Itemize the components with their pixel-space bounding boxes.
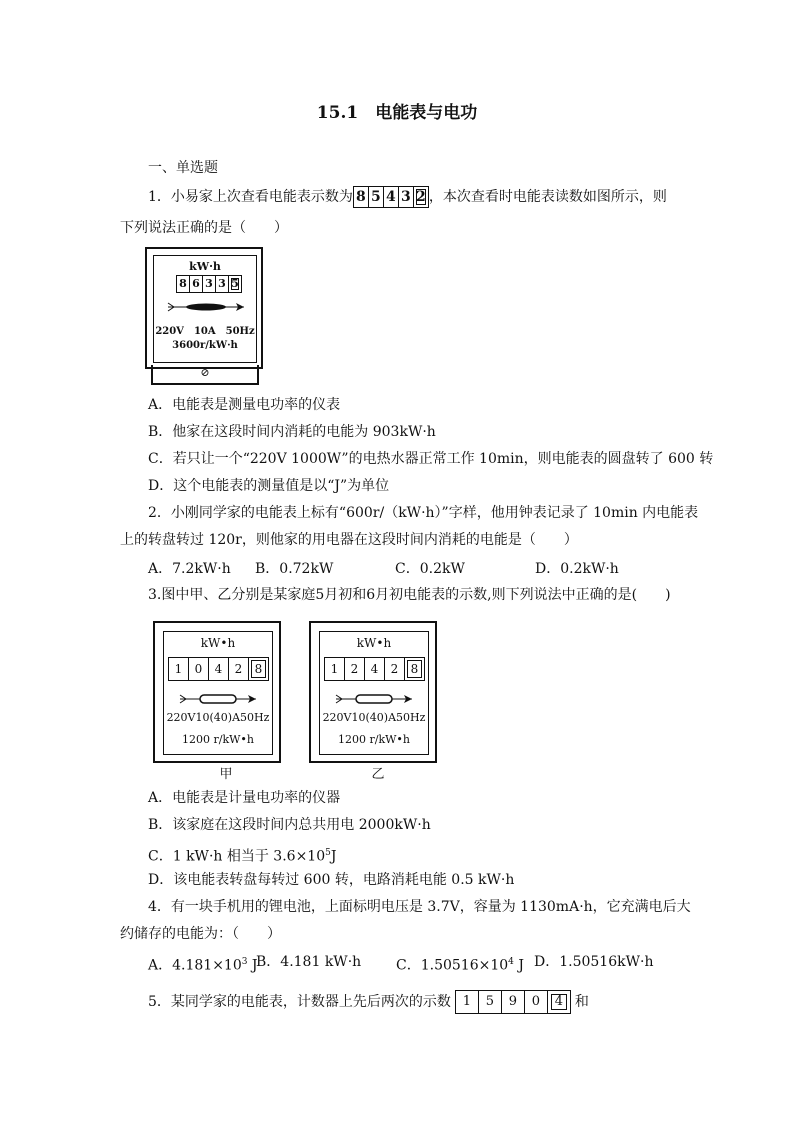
meter-unit: kW•h [200, 636, 236, 650]
question-1-line-2: 下列说法正确的是（ ） [120, 220, 288, 236]
digit: 9 [502, 991, 525, 1013]
digit: 1 [456, 991, 479, 1013]
digit: 8 [354, 187, 369, 207]
digit-decimal: 2 [414, 187, 428, 207]
meter-digit-decimal: 5 [229, 276, 241, 292]
option-c-exponent: 4 [508, 957, 514, 967]
question-1-line-1 [148, 186, 667, 208]
meter-digit: 6 [190, 276, 203, 292]
question-1-text: 1．小易家上次查看电能表示数为 [148, 189, 353, 205]
meter-revolutions: 1200 r/kW•h [338, 733, 410, 746]
question-4-option-a [148, 952, 258, 976]
question-4-option-c [396, 952, 524, 976]
section-heading: 一、单选题 [148, 160, 218, 176]
question-2-line-1: 2．小刚同学家的电能表上标有“600r/（kW·h）”字样，他用钟表记录了 10min 内电能表 [148, 505, 699, 521]
question-4-line-1: 4．有一块手机用的锂电池，上面标明电压是 3.7V，容量为 1130mA·h，它充满电后大 [148, 899, 691, 915]
meter-face [163, 631, 273, 755]
meter-face [319, 631, 429, 755]
screw-icon: ⊘ [200, 366, 210, 379]
question-1-option-b: B．他家在这段时间内消耗的电能为 903kW·h [148, 424, 436, 440]
question-3-option-d: D．该电能表转盘每转过 600 转，电路消耗电能 0.5 kW·h [148, 872, 515, 888]
question-1-digit-display [353, 186, 429, 208]
question-2-option-d: D．0.2kW·h [535, 561, 619, 577]
meter-digit-decimal: 8 [249, 658, 268, 680]
question-5-digit-display [455, 990, 571, 1014]
meter-revolutions: 3600r/kW·h [172, 340, 238, 351]
meter-rating: 220V10(40)A50Hz [322, 711, 426, 724]
question-3-meter-left [153, 621, 281, 763]
question-1-option-d: D．这个电能表的测量值是以“J”为单位 [148, 478, 390, 494]
meter-rating: 220V 10A 50Hz [155, 326, 255, 337]
question-2-option-c: C．0.2kW [395, 561, 465, 577]
question-5-text-cont: 和 [574, 994, 589, 1010]
question-2-option-b: B．0.72kW [255, 561, 334, 577]
meter-body [145, 247, 263, 369]
meter-digit: 4 [209, 658, 229, 680]
meter-face [153, 255, 257, 363]
meter-digit: 3 [203, 276, 216, 292]
digit: 5 [369, 187, 384, 207]
question-2-line-2: 上的转盘转过 120r，则他家的用电器在这段时间内消耗的电能是（ ） [120, 532, 578, 548]
question-3-option-b: B．该家庭在这段时间内总共用电 2000kW·h [148, 817, 431, 833]
digit: 0 [525, 991, 548, 1013]
option-c-text: C．1.50516×10 [396, 957, 509, 974]
question-1-text-cont: ，本次查看时电能表读数如图所示，则 [428, 189, 667, 205]
digit: 4 [384, 187, 399, 207]
question-3-option-c [148, 843, 336, 867]
digit: 3 [399, 187, 414, 207]
question-3-meter-right [309, 621, 437, 763]
meter-rating: 220V10(40)A50Hz [166, 711, 270, 724]
page-title: 15.1 电能表与电功 [316, 103, 478, 123]
meter-digit: 1 [169, 658, 189, 680]
meter-digit: 2 [229, 658, 249, 680]
meter-digit: 2 [385, 658, 405, 680]
meter-digit-decimal: 8 [405, 658, 424, 680]
question-5-text: 5．某同学家的电能表，计数器上先后两次的示数 [148, 994, 451, 1010]
option-a-unit: J [247, 957, 258, 974]
meter-digit: 3 [216, 276, 229, 292]
meter-digit: 1 [325, 658, 345, 680]
meter-unit: kW·h [189, 260, 221, 273]
meter-digit: 2 [345, 658, 365, 680]
meter-right-caption: 乙 [371, 767, 385, 782]
meter-digit: 4 [365, 658, 385, 680]
question-4-option-d: D．1.50516kW·h [534, 954, 654, 970]
option-c-unit: J [330, 848, 337, 865]
meter-left-caption: 甲 [219, 767, 233, 782]
meter-base [151, 365, 259, 385]
digit-decimal: 4 [548, 991, 570, 1013]
option-c-exponent: 5 [325, 848, 331, 858]
question-2-option-a: A．7.2kW·h [148, 561, 231, 577]
question-1-option-a: A．电能表是测量电功率的仪表 [148, 397, 341, 413]
meter-disc-icon [178, 692, 258, 706]
meter-digits [168, 657, 269, 681]
meter-revolutions: 1200 r/kW•h [182, 733, 254, 746]
option-a-text: A．4.181×10 [148, 957, 242, 974]
question-4-option-b: B．4.181 kW·h [256, 954, 362, 970]
meter-disc-icon [166, 300, 246, 314]
meter-unit: kW•h [356, 636, 392, 650]
question-1-meter-figure [145, 247, 263, 386]
question-3-line: 3.图中甲、乙分别是某家庭5月初和6月初电能表的示数,则下列说法中正确的是( ) [148, 587, 671, 603]
meter-digit: 8 [177, 276, 190, 292]
meter-digits [176, 275, 242, 293]
meter-disc-icon [334, 692, 414, 706]
option-c-unit: J [513, 957, 524, 974]
question-1-option-c: C．若只让一个“220V 1000W”的电热水器正常工作 10min，则电能表的圆盘转了 600 转 [148, 451, 714, 467]
digit: 5 [479, 991, 502, 1013]
question-3-option-a: A．电能表是计量电功率的仪器 [148, 790, 341, 806]
option-c-text: C．1 kW·h 相当于 3.6×10 [148, 848, 326, 865]
option-a-exponent: 3 [241, 957, 248, 967]
question-4-line-2: 约储存的电能为：（ ） [120, 926, 281, 942]
meter-digits [324, 657, 425, 681]
question-5-line [148, 990, 589, 1014]
meter-digit: 0 [189, 658, 209, 680]
